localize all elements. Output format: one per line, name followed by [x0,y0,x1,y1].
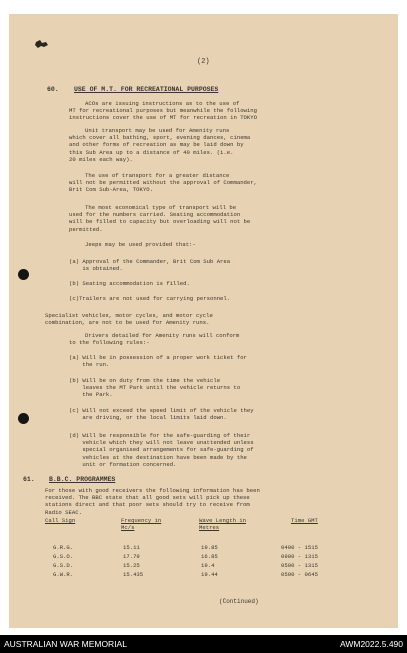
jeep-condition-c: (c)Trailers are not used for carrying personnel. [69,295,231,302]
driver-rule-c: (c) Will not exceed the speed limit of the vehicle they are driving, or the local limits laid down. [69,407,254,422]
header-wave-length: Wave Length in Metres [199,517,246,532]
document-page [9,14,398,628]
wave-length-cell: 16.85 [201,553,218,560]
section-61-number: 61. [23,476,35,483]
wave-length-cell: 19.44 [201,571,218,578]
paragraph-jeeps: Jeeps may be used provided that:- [85,241,196,248]
punch-hole-top [18,269,29,280]
paragraph-specialist-vehicles: Specialist vehicles, motor cycles, and motor cycle combination, are not to be used for Amenity runs. [45,312,213,327]
archive-footer [0,635,407,653]
call-sign-cell: G.S.O. [53,553,74,560]
call-sign-cell: G.R.G. [53,544,74,551]
section-61-intro: For those with good receivers the following information has been received. The BBC state that all good sets will pick up these stations direct and that poor sets should try to receive from Radio SEAC. [45,487,260,516]
section-61-heading: B.B.C. PROGRAMMES [49,476,116,483]
header-time: Time GMT [291,517,318,524]
jeep-condition-b: (b) Seating accommodation is filled. [69,280,190,287]
driver-rule-b: (b) Will be on duty from the time the vehicle leaves the MT Park until the vehicle returns to the Park. [69,377,241,399]
paragraph-driver-rules: Drivers detailed for Amenity runs will conform to the following rules:- [69,332,240,347]
section-60-number: 60. [47,86,59,93]
call-sign-cell: G.S.D. [53,562,74,569]
jeep-condition-a: (a) Approval of the Commander, Brit Com Sub Area is obtained. [69,258,231,273]
frequency-cell: 17.79 [123,553,140,560]
footer-accession-number: AWM2022.5.490 [340,639,403,649]
wave-length-cell: 19.85 [201,544,218,551]
wave-length-cell: 19.4 [201,562,215,569]
footer-institution: AUSTRALIAN WAR MEMORIAL [4,639,127,649]
punch-hole-bottom [18,413,29,424]
paragraph-greater-distance: The use of transport for a greater distance will not be permitted without the approval of Commander, Brit Com Sub-Area, TOKYO. [69,172,257,194]
frequency-cell: 15.25 [123,562,140,569]
section-60-intro: ACOs are issuing instructions as to the use of MT for recreational purposes but meanwhile the following instructions cover the use of MT for recreation in TOKYO [69,100,257,122]
continued-note: (Continued) [219,598,259,605]
paragraph-amenity-runs: Unit transport may be used for Amenity runs which cover all bathing, sport, evening dances, cinema and other forms of recreation as may be laid down by this Sub Area up to a distance of 40 miles. (i.e. 20 miles each way). [69,127,251,163]
header-frequency: Frequency in Mc/s [121,517,162,532]
ink-blot-mark [34,39,50,49]
paragraph-economical-transport: The most economical type of transport will be used for the numbers carried. Seating accommodation will be filled to capacity but overloading will not be permitted. [69,204,251,233]
section-60-heading: USE OF M.T. FOR RECREATIONAL PURPOSES [74,86,219,93]
driver-rule-a: (a) Will be in possession of a proper work ticket for the run. [69,354,247,369]
page-number: (2) [197,58,210,66]
time-cell: 0900 - 1315 [281,553,318,560]
time-cell: 0500 - 0645 [281,571,318,578]
header-call-sign: Call Sign [45,517,76,524]
time-cell: 0400 - 1515 [281,544,318,551]
frequency-cell: 15.435 [123,571,144,578]
time-cell: 0500 - 1315 [281,562,318,569]
driver-rule-d: (d) Will be responsible for the safe-guarding of their vehicle which they will not leave unattended unless special organised arrangements for safe-guarding of vehicles at the destination have been made by the unit or formation concerned. [69,432,254,468]
frequency-cell: 15.11 [123,544,140,551]
call-sign-cell: G.W.R. [53,571,74,578]
